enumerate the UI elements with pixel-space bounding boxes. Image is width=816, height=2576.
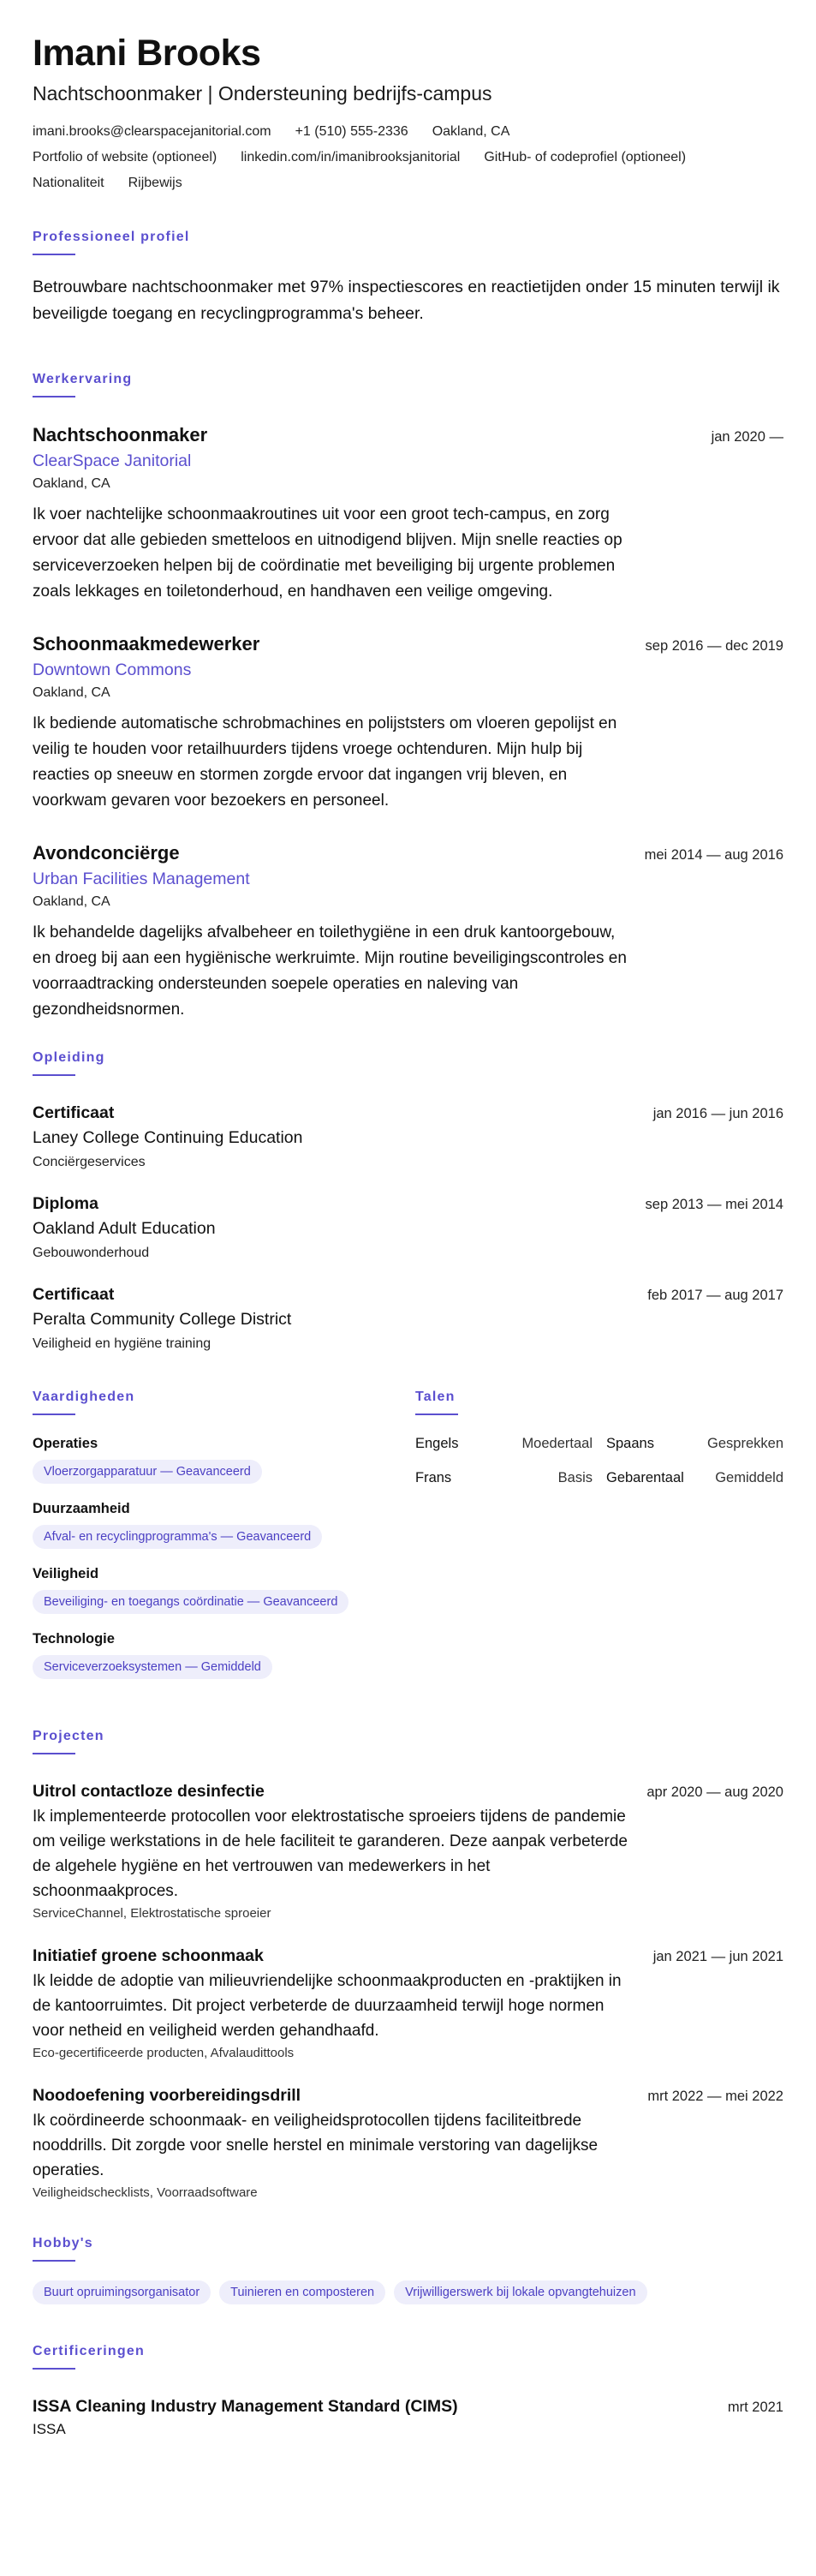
company-name: Urban Facilities Management <box>33 870 250 888</box>
education-item <box>33 1192 783 1263</box>
certification-item <box>33 2395 783 2440</box>
certification-date: mrt 2021 <box>727 2400 783 2415</box>
experience-item <box>33 423 783 605</box>
section-title-experience: Werkervaring <box>33 372 133 386</box>
education-item <box>33 1283 783 1354</box>
degree-title: Diploma <box>33 1194 98 1213</box>
project-description: Ik implementeerde protocollen voor elektrostatische sproeiers tijdens de pandemie om veilige werkstations in de hele faciliteit te garanderen. Deze aanpak verbeterde de algehele hygiëne en het vertrouwen van medewerkers in het schoonmaakproces. <box>33 1808 628 1900</box>
language-level: Moedertaal <box>521 1436 593 1451</box>
job-location: Oakland, CA <box>33 894 110 909</box>
skill-pill: Serviceverzoeksystemen — Gemiddeld <box>33 1655 272 1679</box>
degree-title: Certificaat <box>33 1103 115 1122</box>
project-name: Uitrol contactloze desinfectie <box>33 1782 265 1801</box>
company-name: ClearSpace Janitorial <box>33 451 192 470</box>
skill-category: Technologie <box>33 1631 115 1647</box>
school-name: Oakland Adult Education <box>33 1219 216 1238</box>
hobby-pill: Buurt opruimingsorganisator <box>33 2280 211 2304</box>
section-title-profile: Professioneel profiel <box>33 230 190 244</box>
section-title-education: Opleiding <box>33 1050 105 1065</box>
nationality-text: Nationaliteit <box>33 176 104 190</box>
project-item <box>33 1945 783 2062</box>
job-title: Avondconciërge <box>33 842 180 864</box>
section-divider <box>33 1414 75 1415</box>
skills-languages-row <box>33 1374 783 1694</box>
study-field: Gebouwonderhoud <box>33 1246 150 1260</box>
certification-issuer: ISSA <box>33 2421 66 2437</box>
job-location: Oakland, CA <box>33 685 110 700</box>
hobby-pill: Tuinieren en composteren <box>219 2280 385 2304</box>
skill-group <box>33 1564 409 1614</box>
license-text: Rijbewijs <box>128 176 182 190</box>
skills-column <box>33 1374 409 1694</box>
section-divider <box>33 1074 75 1076</box>
education-date: jan 2016 — jun 2016 <box>652 1106 783 1121</box>
section-divider <box>415 1414 458 1415</box>
language-level: Gesprekken <box>707 1436 783 1451</box>
school-name: Laney College Continuing Education <box>33 1128 303 1147</box>
project-item <box>33 1780 783 1922</box>
hobbies-list <box>33 2280 783 2304</box>
headline: Nachtschoonmaker | Ondersteuning bedrijfs-campus <box>33 82 492 105</box>
language-level: Gemiddeld <box>715 1470 783 1485</box>
language-item <box>606 1468 783 1487</box>
section-title-projects: Projecten <box>33 1729 104 1743</box>
language-item <box>606 1434 783 1453</box>
job-title: Nachtschoonmaker <box>33 424 208 445</box>
project-description: Ik coördineerde schoonmaak- en veiligheidsprotocollen tijdens faciliteitbrede nooddrills. Dit zorgde voor snelle herstel en minimale verstoring van dagelijkse operaties. <box>33 2112 599 2179</box>
section-divider <box>33 1753 75 1754</box>
section-title-certifications: Certificeringen <box>33 2344 145 2358</box>
skill-group <box>33 1499 409 1549</box>
project-name: Initiatief groene schoonmaak <box>33 1946 264 1965</box>
school-name: Peralta Community College District <box>33 1310 292 1329</box>
section-divider <box>33 254 75 255</box>
contact-row-1 <box>33 123 783 149</box>
language-name: Gebarentaal <box>606 1470 684 1485</box>
experience-item <box>33 841 783 1023</box>
education-date: sep 2013 — mei 2014 <box>645 1197 783 1212</box>
portfolio-link[interactable]: Portfolio of website (optioneel) <box>33 150 217 164</box>
email-link[interactable]: imani.brooks@clearspacejanitorial.com <box>33 124 271 139</box>
study-field: Conciërgeservices <box>33 1155 146 1169</box>
skill-pill: Vloerzorgapparatuur — Geavanceerd <box>33 1460 262 1484</box>
language-item <box>415 1468 593 1487</box>
study-field: Veiligheid en hygiëne training <box>33 1336 211 1351</box>
language-name: Frans <box>415 1470 452 1485</box>
project-date: mrt 2022 — mei 2022 <box>647 2089 783 2104</box>
contact-row-3 <box>33 175 783 200</box>
contact-row-2 <box>33 149 783 175</box>
language-name: Engels <box>415 1436 459 1451</box>
languages-column <box>415 1374 783 1694</box>
language-item <box>415 1434 593 1453</box>
candidate-name: Imani Brooks <box>33 33 261 74</box>
certification-name: ISSA Cleaning Industry Management Standard (CIMS) <box>33 2397 458 2416</box>
skill-group <box>33 1629 409 1679</box>
job-date: sep 2016 — dec 2019 <box>645 638 783 654</box>
job-date: mei 2014 — aug 2016 <box>644 847 783 863</box>
skill-group <box>33 1434 409 1484</box>
education-date: feb 2017 — aug 2017 <box>647 1288 783 1303</box>
section-title-hobbies: Hobby's <box>33 2236 93 2250</box>
job-title: Schoonmaakmedewerker <box>33 633 260 654</box>
linkedin-link[interactable]: linkedin.com/in/imanibrooksjanitorial <box>241 150 461 164</box>
project-tech: Eco-gecertificeerde producten, Afvalaudittools <box>33 2046 295 2060</box>
section-divider <box>33 396 75 397</box>
degree-title: Certificaat <box>33 1285 115 1304</box>
company-name: Downtown Commons <box>33 660 192 679</box>
job-description: Ik bediende automatische schrobmachines en polijststers om vloeren gepolijst en veilig te houden voor retailhuurders tijdens vroege ochtenduren. Mijn hulp bij reacties op sneeuw en stormen zorgde ervoor dat ingangen vrij bleven, en voorkwam gevaren voor bezoekers en personeel. <box>33 714 617 810</box>
phone-link[interactable]: +1 (510) 555-2336 <box>295 124 408 139</box>
job-description: Ik voer nachtelijke schoonmaakroutines uit voor een groot tech-campus, en zorg ervoor dat alle gebieden smetteloos en uitnodigend blijven. Mijn snelle reacties op serviceverzoeken helpen bij de coördinatie met beveiliging bij urgente problemen zoals lekkages en toiletonderhoud, en handhaven een veilige omgeving. <box>33 505 622 601</box>
section-divider <box>33 2368 75 2370</box>
location-text: Oakland, CA <box>432 124 510 139</box>
language-level: Basis <box>557 1470 593 1485</box>
skill-pill: Afval- en recyclingprogramma's — Geavanceerd <box>33 1525 322 1549</box>
project-name: Noodoefening voorbereidingsdrill <box>33 2086 301 2105</box>
section-title-languages: Talen <box>415 1390 456 1404</box>
project-date: jan 2021 — jun 2021 <box>652 1949 783 1964</box>
language-name: Spaans <box>606 1436 654 1451</box>
languages-grid <box>415 1434 783 1487</box>
skill-pill: Beveiliging- en toegangs coördinatie — Geavanceerd <box>33 1590 348 1614</box>
education-item <box>33 1102 783 1172</box>
section-title-skills: Vaardigheden <box>33 1390 135 1404</box>
profile-summary: Betrouwbare nachtschoonmaker met 97% inspectiescores en reactietijden onder 15 minuten terwijl ik beveiligde toegang en recyclingprogramma's beheer. <box>33 278 780 323</box>
project-tech: ServiceChannel, Elektrostatische sproeier <box>33 1906 271 1921</box>
skill-category: Operaties <box>33 1436 98 1451</box>
job-description: Ik behandelde dagelijks afvalbeheer en toilethygiëne in een druk kantoorgebouw, en droeg bij aan een hygiënische werkruimte. Mijn routine beveiligingscontroles en voorraadtracking ondersteunden soepele operaties en naleving van gezondheidsnormen. <box>33 923 627 1019</box>
experience-item <box>33 632 783 814</box>
github-link[interactable]: GitHub- of codeprofiel (optioneel) <box>484 150 687 164</box>
project-item <box>33 2084 783 2202</box>
project-tech: Veiligheidschecklists, Voorraadsoftware <box>33 2185 258 2200</box>
skill-category: Veiligheid <box>33 1566 99 1581</box>
skill-category: Duurzaamheid <box>33 1501 130 1516</box>
job-date: jan 2020 — <box>711 429 783 445</box>
project-description: Ik leidde de adoptie van milieuvriendelijke schoonmaakproducten en -praktijken in de kantoorruimtes. Dit project verbeterde de duurzaamheid terwijl hoge normen voor netheid en veiligheid werden gehandhaafd. <box>33 1972 622 2040</box>
section-divider <box>33 2260 75 2262</box>
project-date: apr 2020 — aug 2020 <box>646 1784 783 1800</box>
hobby-pill: Vrijwilligerswerk bij lokale opvangtehuizen <box>394 2280 646 2304</box>
job-location: Oakland, CA <box>33 476 110 491</box>
